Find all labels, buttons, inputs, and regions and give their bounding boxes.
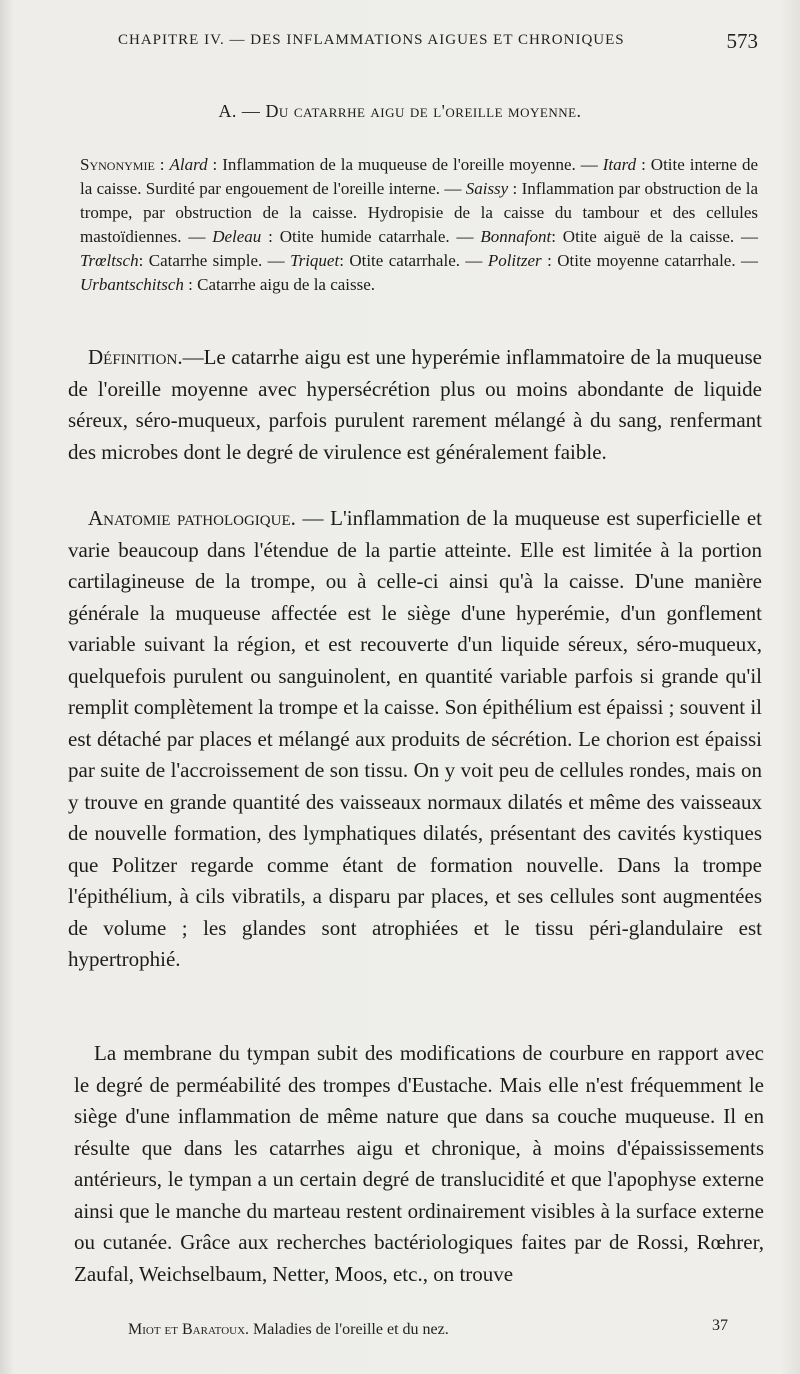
synonym-text: : Catarrhe aigu de la caisse. [183,275,376,294]
author-name: Trœltsch [80,251,139,270]
synonym-text: : Inflammation par obstruction de la trompe, par obstruction de la caisse. Hydropisie de la caisse du tambour et des cellules mastoïdiennes. — [80,179,758,246]
page-footer [128,1317,728,1339]
footer-book-title: Maladies de l'oreille et du nez. [249,1321,449,1338]
author-name: Itard [602,155,637,174]
signature-mark: 37 [712,1317,728,1334]
running-title: CHAPITRE IV. — DES INFLAMMATIONS AIGUES ET CHRONIQUES [118,32,625,48]
running-header [118,29,758,53]
author-name: Deleau [212,227,262,246]
author-name: Saissy [465,179,509,198]
synonym-text: : Otite humide catarrhale. — [261,227,481,246]
synonym-text: : Catarrhe simple. — [138,251,291,270]
author-name: Bonnafont [480,227,552,246]
membrane-paragraph [74,1038,764,1290]
synonym-text: : Otite interne de la caisse. Surdité par engouement de l'oreille interne. — [80,155,759,198]
synonym-text: : Otite moyenne catarrhale. — [541,251,759,270]
page-number: 573 [726,29,758,53]
author-name: Urbantschitsch [80,275,184,294]
synonym-text: : Otite catarrhale. — [339,251,488,270]
definition-paragraph [68,342,762,468]
author-name: Triquet [290,251,340,270]
anatomy-paragraph [68,503,762,976]
membrane-text: La membrane du tympan subit des modifications de courbure en rapport avec le degré de perméabilité des trompes d'Eustache. Mais elle n'est fréquemment le siège d'une inflammation de même nature que dans sa couche muqueuse. Il en résulte que dans les catarrhes aigu et chronique, à moins d'épaississements antérieurs, le tympan a un certain degré de translucidité et que l'apophyse externe ainsi que le manche du marteau restent ordinairement visibles à la surface externe ou cutanée. Grâce aux recherches bactériologiques faites par de Rossi, Rœhrer, Zaufal, Weichselbaum, Netter, Moos, etc., on trouve [74,1041,764,1286]
section-letter: A. — [218,101,261,121]
synonym-text: : Inflammation de la muqueuse de l'oreille moyenne. — [207,155,603,174]
synonym-text: : Otite aiguë de la caisse. — [551,227,759,246]
author-name: Alard [169,155,208,174]
definition-label: Définition. [88,345,183,369]
anatomy-text: — L'inflammation de la muqueuse est superficielle et varie beaucoup dans l'étendue de la partie atteinte. Elle est limitée à la portion cartilagineuse de la trompe, ou à celle-ci ainsi qu'à la caisse. D'une manière générale la muqueuse affectée est le siège d'une hyperémie, d'un gonflement variable suivant la région, et est recouverte d'un liquide séreux, séro-muqueux, quelquefois purulent ou sanguinolent, en quantité variable parfois si grande qu'il remplit complètement la trompe et la caisse. Son épithélium est épaissi ; souvent il est détaché par places et mélangé aux produits de sécrétion. Le chorion est épaissi par suite de l'accroissement de son tissu. On y voit peu de cellules rondes, mais on y trouve en grande quantité des vaisseaux normaux dilatés et même des vaisseaux de nouvelle formation, des lymphatiques dilatés, présentant des cavités kystiques que Politzer regarde comme étant de formation nouvelle. Dans la trompe l'épithélium, à cils vibratils, a disparu par places, et ses cellules sont augmentées de volume ; les glandes sont atrophiées et le tissu péri-glandulaire est hypertrophié. [68,506,763,971]
anatomy-label: Anatomie pathologique. [88,506,296,530]
definition-text: —Le catarrhe aigu est une hyperémie inflammatoire de la muqueuse de l'oreille moyenne avec hypersécrétion plus ou moins abondante de liquide séreux, séro-muqueux, parfois purulent rarement mélangé à du sang, renfermant des microbes dont le degré de virulence est généralement faible. [68,345,762,464]
author-name: Politzer [487,251,542,270]
synonymy-paragraph [80,153,758,297]
section-title [0,101,800,122]
synonymy-label: Synonymie : [80,155,165,174]
footer-authors: Miot et Baratoux. [128,1321,250,1338]
section-title-text: Du catarrhe aigu de l'oreille moyenne. [265,101,582,121]
